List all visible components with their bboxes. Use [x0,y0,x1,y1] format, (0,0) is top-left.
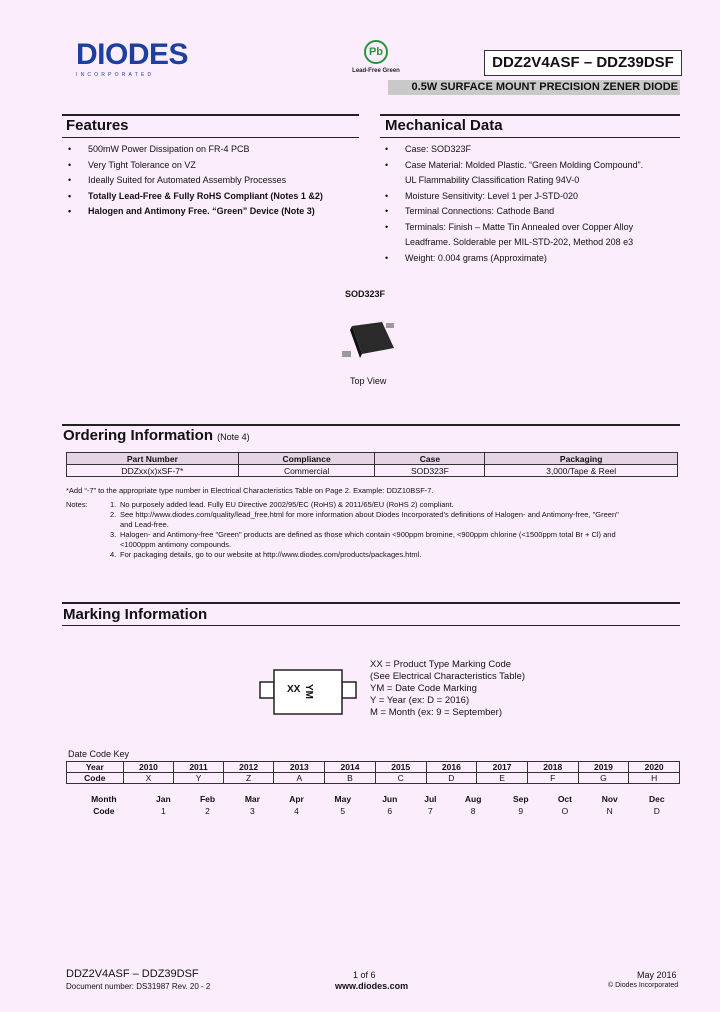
month-code-cell: 3 [250,806,255,816]
note-line: <1000ppm antimony compounds. [120,540,232,549]
month-code-cell: 1 [161,806,166,816]
part-range-title: DDZ2V4ASF – DDZ39DSF [484,50,682,76]
ordering-header-cell: Packaging [485,453,678,465]
mechanical-list [383,142,683,266]
month-code-cell: 6 [387,806,393,816]
ordering-note-ref: (Note 4) [217,432,250,442]
year-cell: 2010 [123,762,174,773]
note-line: Halogen- and Antimony-free "Green" products are defined as those which contain <900ppm bromine, <900ppm chlorine (<1500ppm total Br + Cl) and [120,530,616,539]
mechanical-item: • Case: SOD323F [383,142,683,158]
year-cell: 2020 [629,762,680,773]
year-code-cell: D [426,773,477,784]
document-subtitle: 0.5W SURFACE MOUNT PRECISION ZENER DIODE [388,80,680,95]
month-code-cell: 4 [294,806,299,816]
ordering-header-cell: Case [375,453,485,465]
month-cell: Jul [424,794,437,804]
feature-item: • 500mW Power Dissipation on FR-4 PCB [66,142,356,158]
ordering-table [66,452,678,477]
note-line: No purposely added lead. Fully EU Directive 2002/95/EC (RoHS) & 2011/65/EU (RoHS 2) compliant. [120,500,454,509]
year-cell: 2018 [527,762,578,773]
note-body [120,510,619,530]
year-code-table [66,761,680,784]
marking-legend [370,659,525,719]
month-code-cell: D [653,806,660,816]
lead-free-badge [348,40,404,74]
logo-subtext: INCORPORATED [76,72,155,78]
month-cell: Oct [557,794,572,804]
lead-free-icon: Pb [364,40,388,64]
year-code-cell: A [274,773,325,784]
month-code-cell: 2 [205,806,210,816]
year-code-cell: X [123,773,174,784]
note-body [120,530,616,550]
year-cell: 2016 [426,762,477,773]
year-cell: 2015 [375,762,426,773]
year-cell: 2017 [477,762,528,773]
footer-part-range: DDZ2V4ASF – DDZ39DSF [66,968,199,980]
package-label: SOD323F [345,289,386,299]
month-cell: Jan [156,794,171,804]
mechanical-bottom-rule [380,137,680,138]
month-cell: Mar [244,794,260,804]
marking-legend-line: M = Month (ex: 9 = September) [370,707,503,718]
year-label-cell: Year [67,762,124,773]
month-code-cell: 5 [340,806,346,816]
ordering-cell: SOD323F [375,465,485,477]
year-cell: 2013 [274,762,325,773]
ordering-header-cell: Compliance [238,453,375,465]
ordering-top-rule [62,424,680,426]
footer-website-link[interactable]: www.diodes.com [335,981,409,991]
marking-legend-line: XX = Product Type Marking Code [370,659,512,670]
footer-date: May 2016 [637,970,677,980]
year-cell: 2012 [223,762,274,773]
code-label-cell: Code [67,773,124,784]
mechanical-title: Mechanical Data [385,117,503,134]
features-bottom-rule [62,137,359,138]
month-code-cell: O [561,806,569,816]
month-cell: Jun [382,794,398,804]
footer-page: 1 of 6 [353,970,376,980]
footer-doc-number: Document number: DS31987 Rev. 20 - 2 [66,982,211,991]
note-line: and Lead-free. [120,520,169,529]
year-code-cell: E [477,773,528,784]
month-code-cell: N [606,806,613,816]
sod323f-package-image [338,318,400,364]
mechanical-item: UL Flammability Classification Rating 94V-0 [405,175,580,185]
note-number: 3. [110,530,117,539]
note-body [120,550,421,560]
marking-legend-line: YM = Date Code Marking [370,683,477,694]
feature-item: • Totally Lead-Free & Fully RoHS Compliant (Notes 1 &2) [66,189,356,205]
note-item [110,530,680,550]
date-code-title: Date Code Key [68,749,130,759]
marking-top-rule [62,602,680,604]
month-label-cell: Month [91,794,117,804]
year-code-cell: C [375,773,426,784]
mechanical-item: Leadframe. Solderable per MIL-STD-202, Method 208 e3 [405,237,634,247]
logo-text: DIODES [76,38,189,71]
footer-copyright: © Diodes Incorporated [608,982,679,989]
mechanical-item: • Terminals: Finish – Matte Tin Annealed over Copper Alloy [383,220,683,236]
month-code-cell: 7 [428,806,433,816]
features-top-rule [62,114,359,116]
year-code-cell: G [578,773,629,784]
month-cell: May [334,794,352,804]
year-cell: 2014 [325,762,376,773]
note-body [120,500,454,510]
features-list [66,142,356,220]
lead-free-label: Lead-Free Green [352,68,400,74]
month-cell: Feb [199,794,216,804]
ordering-title-text: Ordering Information [63,427,213,444]
mechanical-item: • Case Material: Molded Plastic. “Green Molding Compound”. [383,158,683,174]
ordering-cell: Commercial [238,465,375,477]
marking-bottom-rule [62,625,680,626]
feature-item: • Halogen and Antimony Free. “Green” Device (Note 3) [66,204,356,220]
year-cell: 2019 [578,762,629,773]
mechanical-item: • Terminal Connections: Cathode Band [383,204,683,220]
marking-title: Marking Information [63,606,208,623]
package-view-caption: Top View [350,376,387,386]
notes-label: Notes: [66,500,88,509]
month-cell: Dec [648,794,665,804]
month-cell: Apr [289,794,304,804]
note-item [110,550,680,560]
year-code-cell: H [629,773,680,784]
note-number: 4. [110,550,117,559]
note-item [110,500,680,510]
month-cell: Aug [464,794,482,804]
feature-item: • Very Tight Tolerance on VZ [66,158,356,174]
mechanical-item: • Moisture Sensitivity: Level 1 per J-STD-020 [383,189,683,205]
ordering-footnote: *Add “-7” to the appropriate type number in Electrical Characteristics Table on Page 2. Example: DDZ10BSF-7. [66,486,434,495]
note-line: See http://www.diodes.com/quality/lead_free.html for more information about Diodes Incorporated’s definitions of Halogen- and Antimony-free, "Green" [120,510,619,519]
table-row [67,465,678,477]
year-code-cell: Y [174,773,223,784]
marking-legend-line: Y = Year (ex: D = 2016) [370,695,470,706]
mechanical-item: • Weight: 0.004 grams (Approximate) [383,251,683,267]
month-cell: Nov [601,794,618,804]
ordering-header-cell: Part Number [67,453,239,465]
year-code-cell: F [527,773,578,784]
year-code-cell: Z [223,773,274,784]
ordering-cell: DDZxx(x)xSF-7* [67,465,239,477]
note-number: 1. [110,500,117,509]
features-title: Features [66,117,129,134]
marking-legend-line: (See Electrical Characteristics Table) [370,671,526,682]
notes-list [110,500,680,560]
month-code-table [66,793,680,817]
year-cell: 2011 [174,762,223,773]
marking-chip-xx: XX [287,684,301,695]
note-line: For packaging details, go to our website at http://www.diodes.com/products/packages.html. [120,550,422,559]
month-code-cell: 9 [518,806,524,816]
marking-chip-ym: YM [303,684,314,699]
month-code-cell: 8 [470,806,476,816]
mechanical-top-rule [380,114,680,116]
month-cell: Sep [512,794,529,804]
note-item [110,510,680,530]
ordering-cell: 3,000/Tape & Reel [485,465,678,477]
diodes-logo [76,40,202,82]
year-code-cell: B [325,773,376,784]
month-code-label-cell: Code [93,806,115,816]
ordering-title [63,427,250,444]
note-number: 2. [110,510,117,519]
feature-item: • Ideally Suited for Automated Assembly Processes [66,173,356,189]
